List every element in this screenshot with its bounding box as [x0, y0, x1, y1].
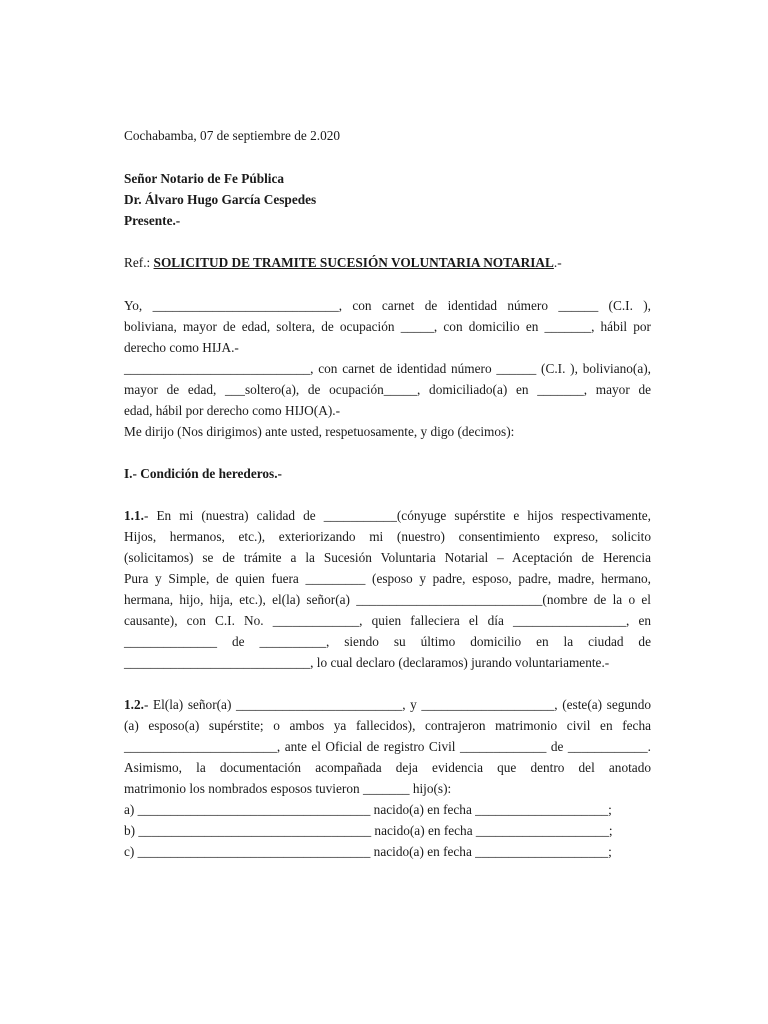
- intro-line: Yo, ____________________________, con carnet de identidad número ______ (C.I. ),: [124, 298, 651, 313]
- paragraph-line: Asimismo, la documentación acompañada deja evidencia que dentro del anotado: [124, 760, 651, 775]
- ref-suffix: .-: [553, 255, 562, 270]
- intro-line: Me dirijo (Nos dirigimos) ante usted, respetuosamente, y digo (decimos):: [124, 424, 515, 439]
- paragraph-line: matrimonio los nombrados esposos tuvieron _______ hijo(s):: [124, 781, 452, 796]
- paragraph-line: Hijos, hermanos, etc.), exteriorizando mi (nuestro) consentimiento expreso, solicito: [124, 529, 651, 544]
- paragraph-line: ______________ de __________, siendo su último domicilio en la ciudad de: [124, 634, 651, 649]
- intro-line: edad, hábil por derecho como HIJO(A).-: [124, 403, 340, 418]
- paragraph-number: 1.1.: [124, 508, 144, 523]
- paragraph-line: (a) esposo(a) supérstite; o ambos ya fallecidos), contrajeron matrimonio civil en fecha: [124, 718, 651, 733]
- paragraph-text: - El(la) señor(a) _________________________, y ____________________, (este(a) segundo: [143, 697, 651, 712]
- paragraph-line: [124, 694, 651, 715]
- paragraph-number: 1.2.: [124, 697, 144, 712]
- paragraph-line: _______________________, ante el Oficial de registro Civil _____________ de ____________.: [124, 739, 651, 754]
- paragraph-line: hermana, hijo, hija, etc.), el(la) señor(a) ____________________________(nombre de la o el: [124, 592, 651, 607]
- reference-line: [124, 252, 651, 273]
- paragraph-line: Pura y Simple, de quien fuera _________ (esposo y padre, esposo, padre, madre, hermano,: [124, 571, 651, 586]
- section-heading: I.- Condición de herederos.-: [124, 466, 282, 481]
- paragraph-line: ____________________________, lo cual declaro (declaramos) jurando voluntariamente.-: [124, 655, 610, 670]
- intro-line: boliviana, mayor de edad, soltera, de ocupación _____, con domicilio en _______, hábil por: [124, 319, 651, 334]
- list-item: b) ___________________________________ nacido(a) en fecha ____________________;: [124, 823, 613, 838]
- recipient-name: Dr. Álvaro Hugo García Cespedes: [124, 192, 317, 207]
- date-line: Cochabamba, 07 de septiembre de 2.020: [124, 128, 341, 143]
- list-item: c) ___________________________________ nacido(a) en fecha ____________________;: [124, 844, 612, 859]
- paragraph-line: [124, 505, 651, 526]
- recipient-title: Señor Notario de Fe Pública: [124, 171, 285, 186]
- intro-line: mayor de edad, ___soltero(a), de ocupación_____, domiciliado(a) en _______, mayor de: [124, 382, 651, 397]
- ref-title: SOLICITUD DE TRAMITE SUCESIÓN VOLUNTARIA NOTARIAL: [153, 255, 554, 270]
- paragraph-text: - En mi (nuestra) calidad de ___________(cónyuge supérstite e hijos respectivamente,: [143, 508, 651, 523]
- recipient-presente: Presente.-: [124, 213, 181, 228]
- ref-label: Ref.:: [124, 255, 154, 270]
- paragraph-line: (solicitamos) se de trámite a la Sucesión Voluntaria Notarial – Aceptación de Herencia: [124, 550, 651, 565]
- list-item: a) ___________________________________ nacido(a) en fecha ____________________;: [124, 802, 612, 817]
- intro-line: derecho como HIJA.-: [124, 340, 239, 355]
- intro-line: ____________________________, con carnet de identidad número ______ (C.I. ), boliviano(a),: [124, 361, 651, 376]
- paragraph-line: causante), con C.I. No. _____________, quien falleciera el día _________________, en: [124, 613, 651, 628]
